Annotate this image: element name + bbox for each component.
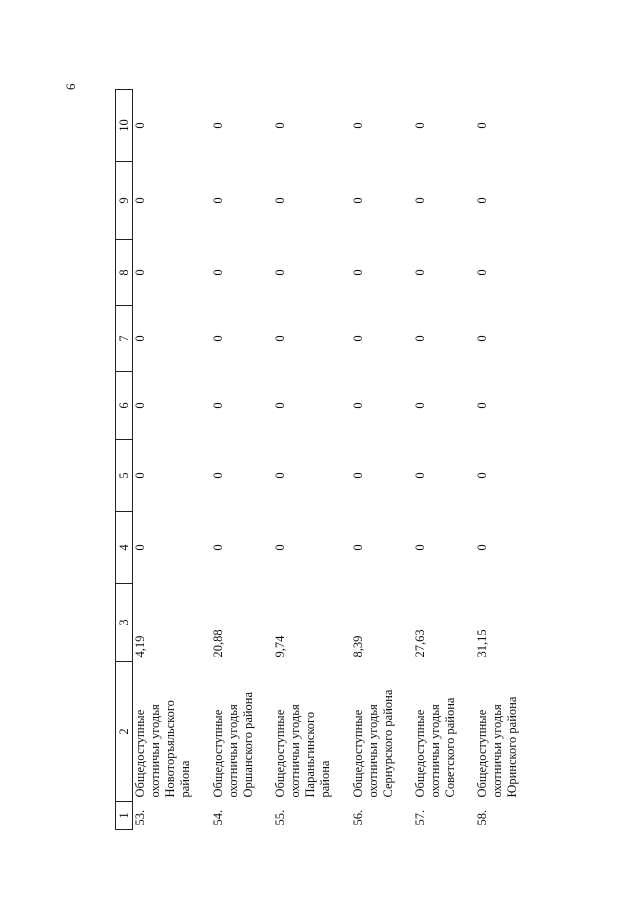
cell-value: 0 (133, 197, 147, 204)
row-name (273, 662, 351, 802)
row-name (475, 662, 537, 802)
cell-value: 0 (351, 544, 365, 551)
row-name-line: Общедоступные (211, 709, 225, 798)
cell-value: 0 (273, 269, 287, 276)
column-header: 3 (116, 584, 133, 662)
row-number: 54. (211, 809, 225, 826)
cell-value: 0 (413, 544, 427, 551)
row-name-line: охотничьи угодья (148, 704, 162, 798)
cell-value: 0 (211, 335, 225, 342)
row-number: 58. (475, 809, 489, 826)
column-header: 9 (116, 162, 133, 240)
row-name-line: Оршанского района (241, 691, 255, 798)
row-value: 20,88 (211, 629, 225, 658)
row-name-line: охотничьи угодья (428, 704, 442, 798)
row-name (351, 662, 413, 802)
cell-value: 0 (273, 197, 287, 204)
row-name-line: Общедоступные (351, 709, 365, 798)
cell-value: 0 (133, 544, 147, 551)
cell-value: 0 (351, 472, 365, 479)
cell-value: 0 (273, 335, 287, 342)
table-row (133, 90, 212, 830)
cell-value: 0 (211, 472, 225, 479)
row-name-line: Общедоступные (133, 709, 147, 798)
row-name-line: Общедоступные (273, 709, 287, 798)
cell-value: 0 (133, 122, 147, 129)
table-row (351, 90, 413, 830)
row-name (413, 662, 475, 802)
cell-value: 0 (413, 269, 427, 276)
cell-value: 0 (273, 402, 287, 409)
row-value: 4,19 (133, 635, 147, 658)
row-number: 57. (413, 809, 427, 826)
cell-value: 0 (211, 122, 225, 129)
row-number: 55. (273, 809, 287, 826)
cell-value: 0 (351, 335, 365, 342)
cell-value: 0 (413, 402, 427, 409)
rotated-table-region (63, 83, 535, 830)
row-name-line: охотничьи угодья (366, 704, 380, 798)
table-row (475, 90, 537, 830)
column-header: 1 (116, 802, 133, 830)
column-header: 10 (116, 90, 133, 162)
row-name-line: Параньгинского (303, 711, 317, 798)
row-name-line: района (318, 760, 332, 798)
cell-value: 0 (351, 269, 365, 276)
cell-value: 0 (211, 197, 225, 204)
header-row (116, 90, 133, 830)
cell-value: 0 (273, 544, 287, 551)
cell-value: 0 (475, 335, 489, 342)
table-row (413, 90, 475, 830)
row-name-line: Общедоступные (413, 709, 427, 798)
row-name (133, 662, 212, 802)
cell-value: 0 (133, 335, 147, 342)
row-name (211, 662, 273, 802)
row-value: 31,15 (475, 629, 489, 658)
row-name-line: Советского района (443, 697, 457, 798)
cell-value: 0 (211, 544, 225, 551)
cell-value: 0 (211, 402, 225, 409)
page-number: 6 (63, 83, 78, 90)
column-header: 7 (116, 306, 133, 372)
cell-value: 0 (133, 472, 147, 479)
row-name-line: Сернурского района (381, 689, 395, 798)
cell-value: 0 (351, 122, 365, 129)
column-header: 5 (116, 440, 133, 512)
data-table (115, 89, 537, 830)
cell-value: 0 (413, 335, 427, 342)
cell-value: 0 (475, 544, 489, 551)
cell-value: 0 (273, 472, 287, 479)
column-header: 6 (116, 372, 133, 440)
row-number: 53. (133, 809, 147, 826)
cell-value: 0 (475, 122, 489, 129)
cell-value: 0 (273, 122, 287, 129)
cell-value: 0 (413, 197, 427, 204)
cell-value: 0 (413, 122, 427, 129)
column-header: 2 (116, 662, 133, 802)
cell-value: 0 (475, 269, 489, 276)
cell-value: 0 (133, 402, 147, 409)
cell-value: 0 (413, 472, 427, 479)
row-value: 9,74 (273, 635, 287, 658)
row-name-line: охотничьи угодья (288, 704, 302, 798)
cell-value: 0 (475, 402, 489, 409)
row-number: 56. (351, 809, 365, 826)
column-header: 8 (116, 240, 133, 306)
row-name-line: охотничьи угодья (226, 704, 240, 798)
row-value: 8,39 (351, 635, 365, 658)
table-row (211, 90, 273, 830)
column-header: 4 (116, 512, 133, 584)
cell-value: 0 (475, 197, 489, 204)
cell-value: 0 (351, 197, 365, 204)
row-value: 27,63 (413, 629, 427, 658)
cell-value: 0 (475, 472, 489, 479)
row-name-line: охотничьи угодья (490, 704, 504, 798)
row-name-line: района (178, 760, 192, 798)
cell-value: 0 (351, 402, 365, 409)
table-row (273, 90, 351, 830)
cell-value: 0 (133, 269, 147, 276)
cell-value: 0 (211, 269, 225, 276)
row-name-line: Новоторъяльского (163, 700, 177, 798)
row-name-line: Общедоступные (475, 709, 489, 798)
row-name-line: Юринского района (505, 696, 519, 798)
